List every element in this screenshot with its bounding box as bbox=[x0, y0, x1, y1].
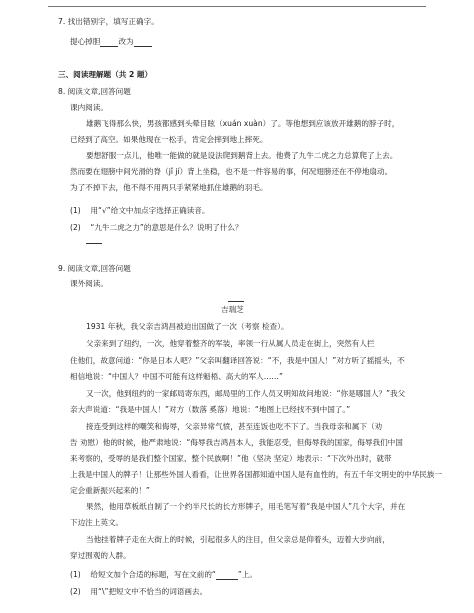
q9-article-title: 吉瑞芝 bbox=[221, 305, 244, 314]
q9-title-blank[interactable] bbox=[228, 301, 244, 302]
q7-title: 7. 找出错别字，填写正确字。 bbox=[58, 17, 159, 26]
q7-answer-line bbox=[70, 37, 152, 47]
q8-sub2-text: “九牛二虎之力”的意思是什么？说明了什么？ bbox=[90, 223, 243, 232]
article-line: 接连受到这样的嘲笑和侮辱，父亲异常气愤，甚至连饭也吃不下了。当我母亲和属下（劝 bbox=[86, 422, 383, 431]
q9-sub1 bbox=[70, 570, 257, 580]
article-line: 告 劝慰）他的时候，他严肃地说：“侮辱我吉鸿昌本人，我能忍受，但侮辱我的国家，侮辱我们中国 bbox=[70, 438, 403, 447]
article-line: 相信地说：“中国人？中国不可能有这样魁梧、高大的军人……” bbox=[70, 372, 283, 381]
article-line: 住他们，故意问道：“你是日本人吧？”父亲叫翻译回答说：“不，我是中国人！”对方听了摇摇头，不 bbox=[70, 356, 405, 365]
article-line: 果然，他用草板纸自制了一个约半尺长的长方形牌子，用毛笔写着“我是中国人”几个大字，并在 bbox=[86, 502, 406, 511]
header-rule bbox=[48, 6, 426, 7]
q9-sub1-text-b: ”上。 bbox=[237, 570, 257, 579]
q7-prefix: 提心掉胆 bbox=[70, 37, 101, 46]
q8-p2-line-2: 然而要在翅膀中间光滑的脊（jǐ jí）背上坐稳，也不是一件容易的事，何况翅膀还在不停地扇动。 bbox=[70, 167, 393, 176]
q9-intro: 课外阅读。 bbox=[70, 279, 108, 288]
article-line: 定会重新振兴起来的！” bbox=[70, 486, 150, 495]
q7-blank-2[interactable] bbox=[134, 38, 152, 47]
q8-sub1 bbox=[70, 206, 209, 216]
article-line: 下边注上英文。 bbox=[70, 518, 124, 527]
q9-sub1-blank[interactable] bbox=[216, 571, 238, 580]
article-line: 又一次，他到纽约的一家邮局寄东西，邮局里的工作人员又明知故问地说：“你是哪国人？”我父 bbox=[86, 389, 406, 398]
q8-p2-line-1: 要想舒服一点儿，他唯一能做的就是设法爬到鹅背上去。他费了九牛二虎之力总算爬了上去。 bbox=[86, 151, 398, 160]
article-line: 当他挂着牌子走在大街上的时候，引起很多人的注目，但父亲总是仰着头，迈着大步向前， bbox=[86, 535, 390, 544]
q9-sub1-num: (1) bbox=[70, 570, 81, 579]
q8-sub2 bbox=[70, 223, 243, 233]
article-line: 父亲来到了纽约，一次，他穿着整齐的军装，率领一行从属人员走在街上，突然有人拦 bbox=[86, 339, 375, 348]
article-line: 亲大声说道：“我是中国人！”对方（数落 奚落）地说：“地图上已经找不到中国了。” bbox=[70, 405, 351, 414]
q8-p1-line-2: 已经到了高空。如果他现在一松手，肯定会摔到地上摔死。 bbox=[70, 135, 268, 144]
q9-sub1-text-a: 给短文加个合适的标题，写在文前的“ bbox=[90, 570, 216, 579]
article-line: 1931 年秋，我父亲吉鸿昌被迫出国做了一次（考察 检查）。 bbox=[86, 322, 289, 331]
q8-sub1-num: (1) bbox=[70, 206, 81, 215]
q7-blank-1[interactable] bbox=[100, 38, 118, 47]
article-line: 来考察的，受辱的是我们整个国家、整个民族啊！”他（坚决 坚定）地表示：“下次外出时，就带 bbox=[70, 454, 392, 463]
article-line: 上我是中国人的牌子！让那些外国人看看，让世界各国都知道中国人是有血性的，有五千年文明史的中华民族一 bbox=[70, 470, 443, 479]
q8-p1-line-1: 雄鹅飞得那么快，男孩都感到头晕目眩（xuán xuàn）了。等他想到应该放开雄鹅的脖子时， bbox=[86, 119, 400, 128]
q8-title: 8. 阅读文章,回答问题 bbox=[58, 87, 131, 96]
q9-sub2-num: (2) bbox=[70, 587, 81, 596]
q9-title: 9. 阅读文章,回答问题 bbox=[58, 264, 131, 273]
q8-answer-line[interactable] bbox=[86, 243, 102, 244]
q9-sub2-text: 用“\”把短文中不恰当的词语画去。 bbox=[90, 587, 208, 596]
q8-sub2-num: (2) bbox=[70, 223, 81, 232]
q7-mid: 改为 bbox=[118, 37, 134, 46]
section-title: 三、阅读理解题（共 2 题） bbox=[58, 70, 153, 79]
q8-sub1-text: 用“√”给文中加点字选择正确读音。 bbox=[90, 206, 210, 215]
q9-sub2 bbox=[70, 587, 207, 597]
article-line: 穿过围观的人群。 bbox=[70, 551, 131, 560]
q8-p2-line-3: 为了不掉下去，他不得不用两只手紧紧地抓住雄鹅的羽毛。 bbox=[70, 183, 268, 192]
q8-intro: 课内阅读。 bbox=[70, 103, 108, 112]
